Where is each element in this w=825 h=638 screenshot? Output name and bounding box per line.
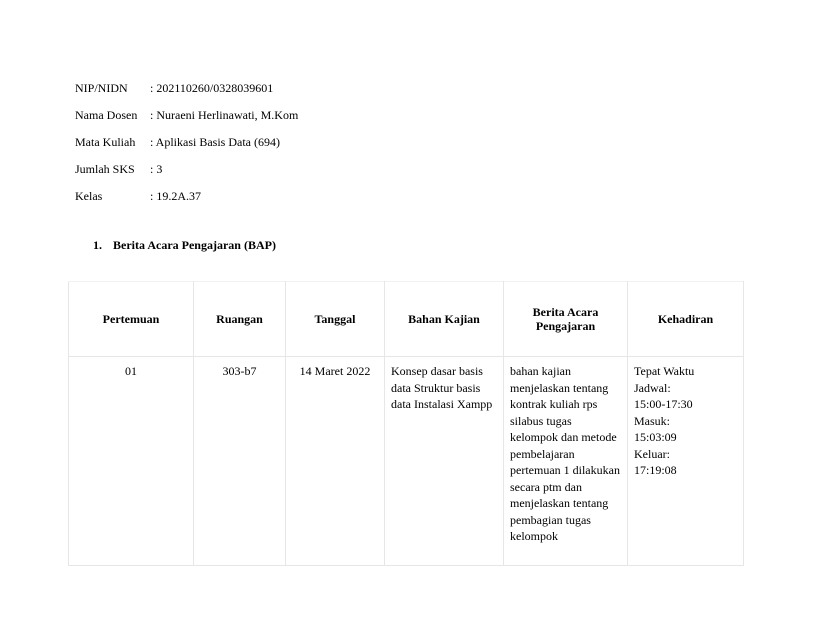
info-value: : Nuraeni Herlinawati, M.Kom — [150, 108, 299, 122]
column-header-bahan-kajian: Bahan Kajian — [385, 282, 504, 357]
table-header-row — [69, 282, 744, 357]
info-row-jumlah-sks — [75, 156, 298, 183]
cell-pertemuan: 01 — [69, 357, 194, 566]
check-in-label: Masuk: — [634, 413, 670, 428]
info-value: : Aplikasi Basis Data (694) — [150, 135, 280, 149]
info-value: : 19.2A.37 — [150, 189, 201, 203]
schedule-value: 15:00-17:30 — [634, 397, 693, 411]
info-label: Kelas — [75, 189, 103, 203]
info-label: Nama Dosen — [75, 108, 138, 122]
info-row-kelas — [75, 183, 298, 210]
info-row-mata-kuliah — [75, 129, 298, 156]
cell-tanggal: 14 Maret 2022 — [286, 357, 385, 566]
check-out-label: Keluar: — [634, 446, 670, 461]
lecturer-info — [75, 75, 298, 210]
column-header-tanggal: Tanggal — [286, 282, 385, 357]
column-header-pertemuan: Pertemuan — [69, 282, 194, 357]
cell-berita-acara: bahan kajian menjelaskan tentang kontrak kuliah rps silabus tugas kelompok dan metode pembelajaran pertemuan 1 dilakukan secara ptm dan menjelaskan tentang pembagian tugas kelompok — [504, 357, 628, 566]
bap-table — [68, 281, 744, 566]
column-header-berita-acara: Berita Acara Pengajaran — [504, 282, 628, 357]
info-label: Jumlah SKS — [75, 162, 135, 176]
cell-kehadiran — [628, 357, 744, 566]
info-value: : 3 — [150, 162, 163, 176]
attendance-status: Tepat Waktu — [634, 364, 695, 378]
section-heading — [93, 238, 276, 253]
column-header-ruangan: Ruangan — [194, 282, 286, 357]
cell-bahan-kajian: Konsep dasar basis data Struktur basis data Instalasi Xampp — [385, 357, 504, 566]
section-title: Berita Acara Pengajaran (BAP) — [113, 238, 276, 252]
cell-ruangan: 303-b7 — [194, 357, 286, 566]
info-row-nama-dosen — [75, 102, 298, 129]
schedule-label: Jadwal: — [634, 380, 671, 395]
table-row — [69, 357, 744, 566]
section-number: 1. — [93, 238, 102, 252]
info-row-nip — [75, 75, 298, 102]
info-value: : 202110260/0328039601 — [150, 81, 274, 95]
column-header-kehadiran: Kehadiran — [628, 282, 744, 357]
info-label: NIP/NIDN — [75, 81, 128, 95]
check-out-value: 17:19:08 — [634, 463, 677, 477]
check-in-value: 15:03:09 — [634, 430, 677, 444]
info-label: Mata Kuliah — [75, 135, 136, 149]
